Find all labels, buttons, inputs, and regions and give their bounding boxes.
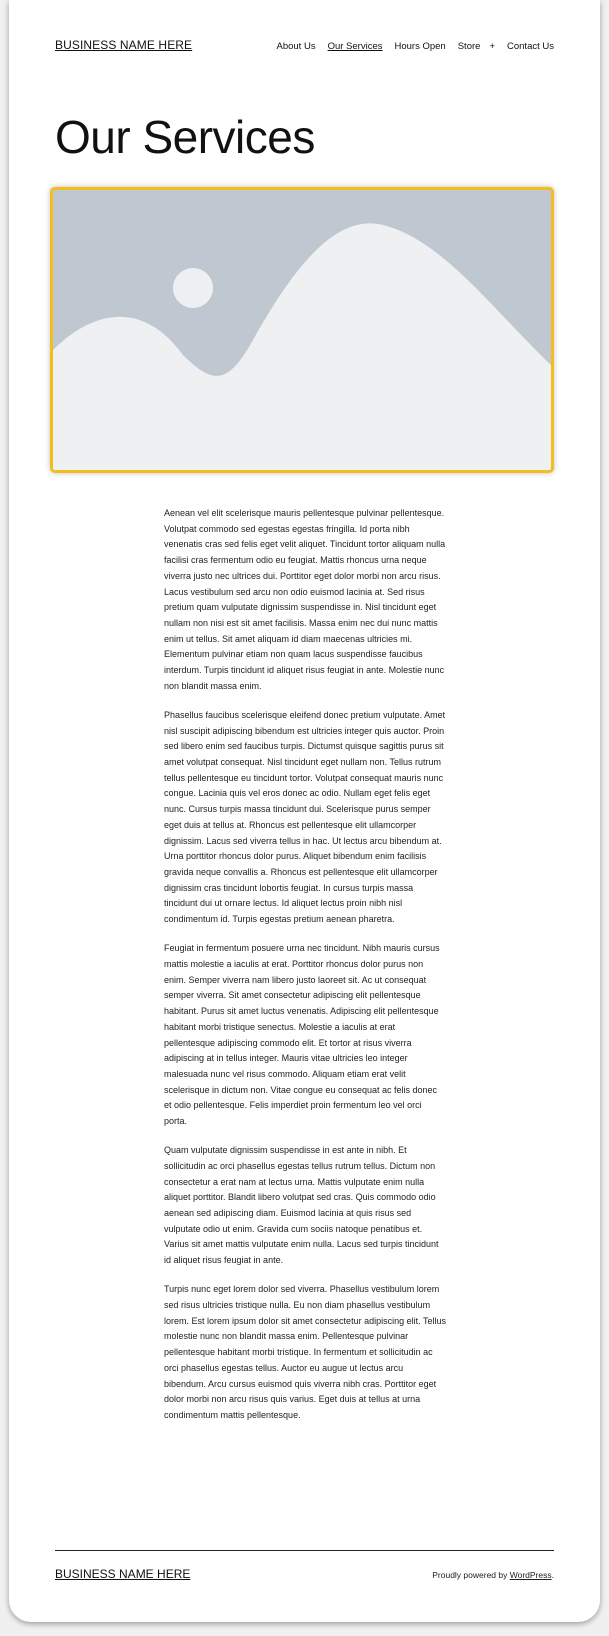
nav-item-services[interactable]: Our Services <box>327 41 383 52</box>
page-title: Our Services <box>55 111 315 163</box>
submenu-expand-icon[interactable]: + <box>489 41 495 52</box>
image-placeholder-icon <box>53 190 551 470</box>
page-container <box>9 0 600 1622</box>
main-navigation <box>265 41 555 52</box>
site-title-link[interactable]: BUSINESS NAME HERE <box>55 38 193 52</box>
post-content <box>164 506 446 1437</box>
nav-item-contact[interactable]: Contact Us <box>507 41 554 52</box>
credit-prefix: Proudly powered by <box>432 1570 510 1580</box>
content-paragraph: Feugiat in fermentum posuere urna nec tincidunt. Nibh mauris cursus mattis molestie a iaculis at erat. Porttitor rhoncus dolor purus non enim. Semper viverra nam libero justo laoreet sit. Ac ut consequat semper viverra. Sit amet consectetur adipiscing elit pellentesque habitant. Purus sit amet luctus venenatis. Adipiscing elit pellentesque habitant morbi tristique senectus. Molestie a iaculis at erat pellentesque adipiscing commodo elit. Et tortor at risus viverra adipiscing at in tellus integer. Mauris vitae ultricies leo integer malesuada nunc vel risus commodo. Aliquam etiam erat velit scelerisque in dictum non. Vitae congue eu consequat ac felis donec et odio pellentesque. Felis imperdiet proin fermentum leo vel orci porta. <box>164 943 440 1127</box>
footer-credit <box>432 1570 554 1580</box>
content-paragraph: Phasellus faucibus scelerisque eleifend donec pretium vulputate. Amet nisl suscipit adipiscing bibendum est ultricies integer quis auctor. Proin sed libero enim sed faucibus turpis. Dictumst quisque sagittis purus sit amet volutpat consequat. Nisl tincidunt eget nullam non. Tellus rutrum tellus pellentesque eu tincidunt tortor. Volutpat consequat mauris nunc congue. Lacinia quis vel eros donec ac odio. Nullam eget felis eget nunc. Cursus turpis massa tincidunt dui. Scelerisque purus semper eget duis at tellus at. Rhoncus est pellentesque elit ullamcorper dignissim. Lacus sed viverra tellus in hac. Ut lectus arcu bibendum at. Urna porttitor rhoncus dolor purus. Aliquet bibendum enim facilisis gravida neque convallis a. Rhoncus est pellentesque elit ullamcorper dignissim cras tincidunt lobortis feugiat. In cursus turpis massa tincidunt dui ut ornare lectus. Id aliquet lectus proin nibh nisl condimentum id. Turpis egestas pretium aenean pharetra. <box>164 709 446 925</box>
nav-item-store[interactable]: Store <box>457 41 481 52</box>
credit-suffix: . <box>551 1570 554 1580</box>
wordpress-link[interactable]: WordPress <box>509 1570 552 1580</box>
featured-image <box>50 187 554 473</box>
nav-item-hours[interactable]: Hours Open <box>394 41 446 52</box>
footer-divider <box>55 1550 554 1551</box>
content-paragraph: Quam vulputate dignissim suspendisse in est ante in nibh. Et sollicitudin ac orci phasellus egestas tellus rutrum tellus. Dictum non consectetur a erat nam at lectus urna. Mattis vulputate enim nulla aliquet porttitor. Blandit libero volutpat sed cras. Quis commodo odio aenean sed adipiscing diam. Euismod lacinia at quis risus sed vulputate odio ut enim. Gravida cum sociis natoque penatibus et. Varius sit amet mattis vulputate enim nulla. Lacus sed turpis tincidunt id aliquet risus feugiat in ante. <box>164 1145 439 1266</box>
nav-item-about[interactable]: About Us <box>276 41 316 52</box>
content-paragraph: Turpis nunc eget lorem dolor sed viverra. Phasellus vestibulum lorem sed risus ultricies tristique nulla. Eu non diam phasellus vestibulum lorem. Est lorem ipsum dolor sit amet consectetur adipiscing elit. Tellus molestie nunc non blandit massa enim. Pellentesque pulvinar pellentesque habitant morbi tristique. In fermentum et sollicitudin ac orci phasellus egestas tellus. Auctor eu augue ut lectus arcu bibendum. Arcu cursus euismod quis viverra nibh cras. Porttitor eget dolor morbi non arcu risus quis varius. Eget duis at tellus at urna condimentum mattis pellentesque. <box>164 1284 446 1420</box>
footer-site-title-link[interactable]: BUSINESS NAME HERE <box>55 1567 191 1581</box>
site-header <box>55 38 554 58</box>
content-paragraph: Aenean vel elit scelerisque mauris pellentesque pulvinar pellentesque. Volutpat commodo sed egestas egestas fringilla. Id porta nibh venenatis cras sed felis eget velit aliquet. Tincidunt tortor aliquam nulla facilisi cras fermentum odio eu feugiat. Mattis rhoncus urna neque viverra justo nec ultrices dui. Porttitor eget dolor morbi non arcu risus. Lacus vestibulum sed arcu non odio euismod lacinia at. Sed risus pretium quam vulputate dignissim suspendisse in. Nisl tincidunt eget nullam non nisi est sit amet facilisis. Massa enim nec dui nunc mattis enim ut tellus. Sit amet aliquam id diam maecenas ultricies mi. Elementum pulvinar etiam non quam lacus suspendisse faucibus interdum. Turpis tincidunt id aliquet risus feugiat in ante. Molestie nunc non blandit massa enim. <box>164 508 446 691</box>
